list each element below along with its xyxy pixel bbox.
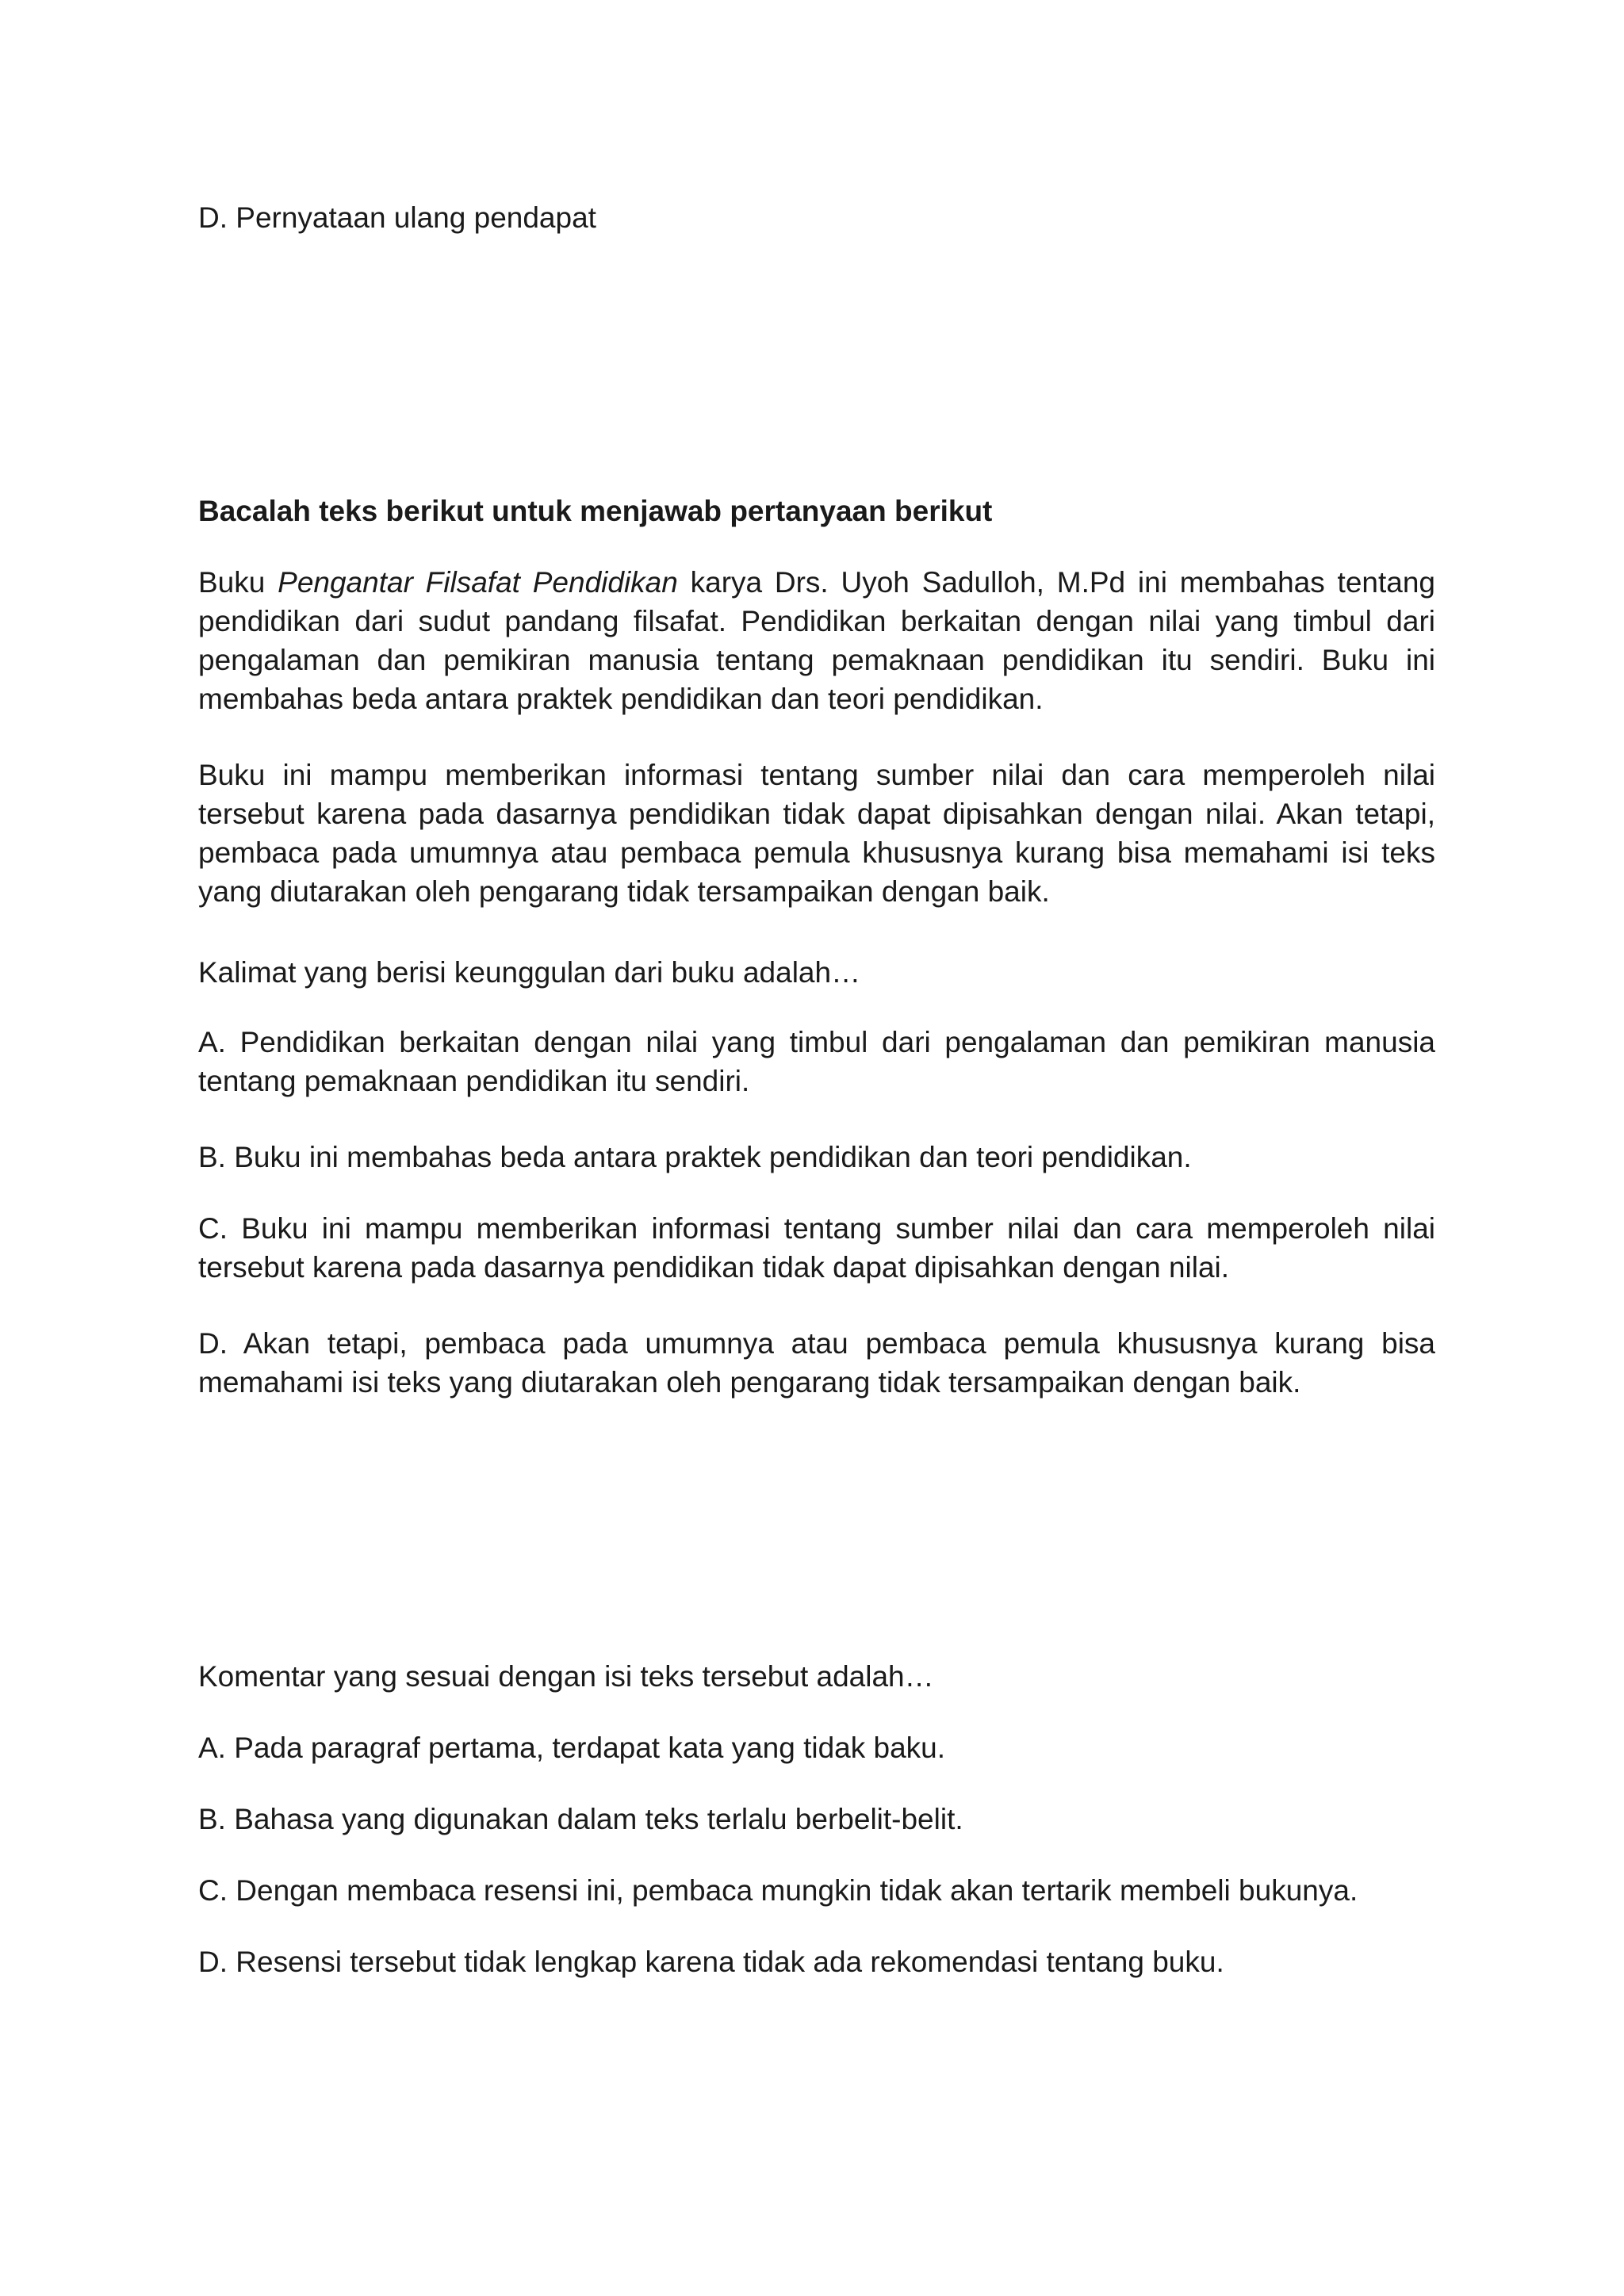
passage-paragraph-2: Buku ini mampu memberikan informasi tentang sumber nilai dan cara memperoleh nilai tersebut karena pada dasarnya pendidikan tidak dapat dipisahkan dengan nilai. Akan tetapi, pembaca pada umumnya atau pembaca pemula khususnya kurang bisa memahami isi teks yang diutarakan oleh pengarang tidak tersampaikan dengan baik.	[198, 759, 1435, 908]
question-2-option-c: C. Dengan membaca resensi ini, pembaca mungkin tidak akan tertarik membeli bukunya.	[198, 1874, 1358, 1907]
question-2-option-d: D. Resensi tersebut tidak lengkap karena tidak ada rekomendasi tentang buku.	[198, 1946, 1224, 1978]
passage-heading: Bacalah teks berikut untuk menjawab pertanyaan berikut	[198, 495, 993, 527]
question-1-option-d: D. Akan tetapi, pembaca pada umumnya atau pembaca pemula khususnya kurang bisa memahami isi teks yang diutarakan oleh pengarang tidak tersampaikan dengan baik.	[198, 1327, 1435, 1399]
passage-paragraph-1	[198, 563, 1435, 718]
question-1-prompt: Kalimat yang berisi keunggulan dari buku adalah…	[198, 956, 861, 989]
question-1-option-a: A. Pendidikan berkaitan dengan nilai yang timbul dari pengalaman dan pemikiran manusia tentang pemaknaan pendidikan itu sendiri.	[198, 1026, 1435, 1097]
question-1-option-c: C. Buku ini mampu memberikan informasi tentang sumber nilai dan cara memperoleh nilai tersebut karena pada dasarnya pendidikan tidak dapat dipisahkan dengan nilai.	[198, 1212, 1435, 1284]
question-2-prompt: Komentar yang sesuai dengan isi teks tersebut adalah…	[198, 1660, 934, 1693]
book-title: Pengantar Filsafat Pendidikan	[278, 566, 678, 599]
previous-question-option-d: D. Pernyataan ulang pendapat	[198, 201, 596, 234]
question-1-option-b: B. Buku ini membahas beda antara praktek pendidikan dan teori pendidikan.	[198, 1141, 1192, 1173]
passage-p1-rest: karya Drs. Uyoh Sadulloh, M.Pd ini membahas tentang pendidikan dari sudut pandang filsafat. Pendidikan berkaitan dengan nilai yang timbul dari pengalaman dan pemikiran manusia tentang pemaknaan pendidikan itu sendiri. Buku ini membahas beda antara praktek pendidikan dan teori pendidikan.	[198, 566, 1435, 715]
passage-p1-prefix: Buku	[198, 566, 278, 599]
question-2-option-b: B. Bahasa yang digunakan dalam teks terlalu berbelit-belit.	[198, 1803, 963, 1835]
question-2-option-a: A. Pada paragraf pertama, terdapat kata yang tidak baku.	[198, 1732, 946, 1764]
